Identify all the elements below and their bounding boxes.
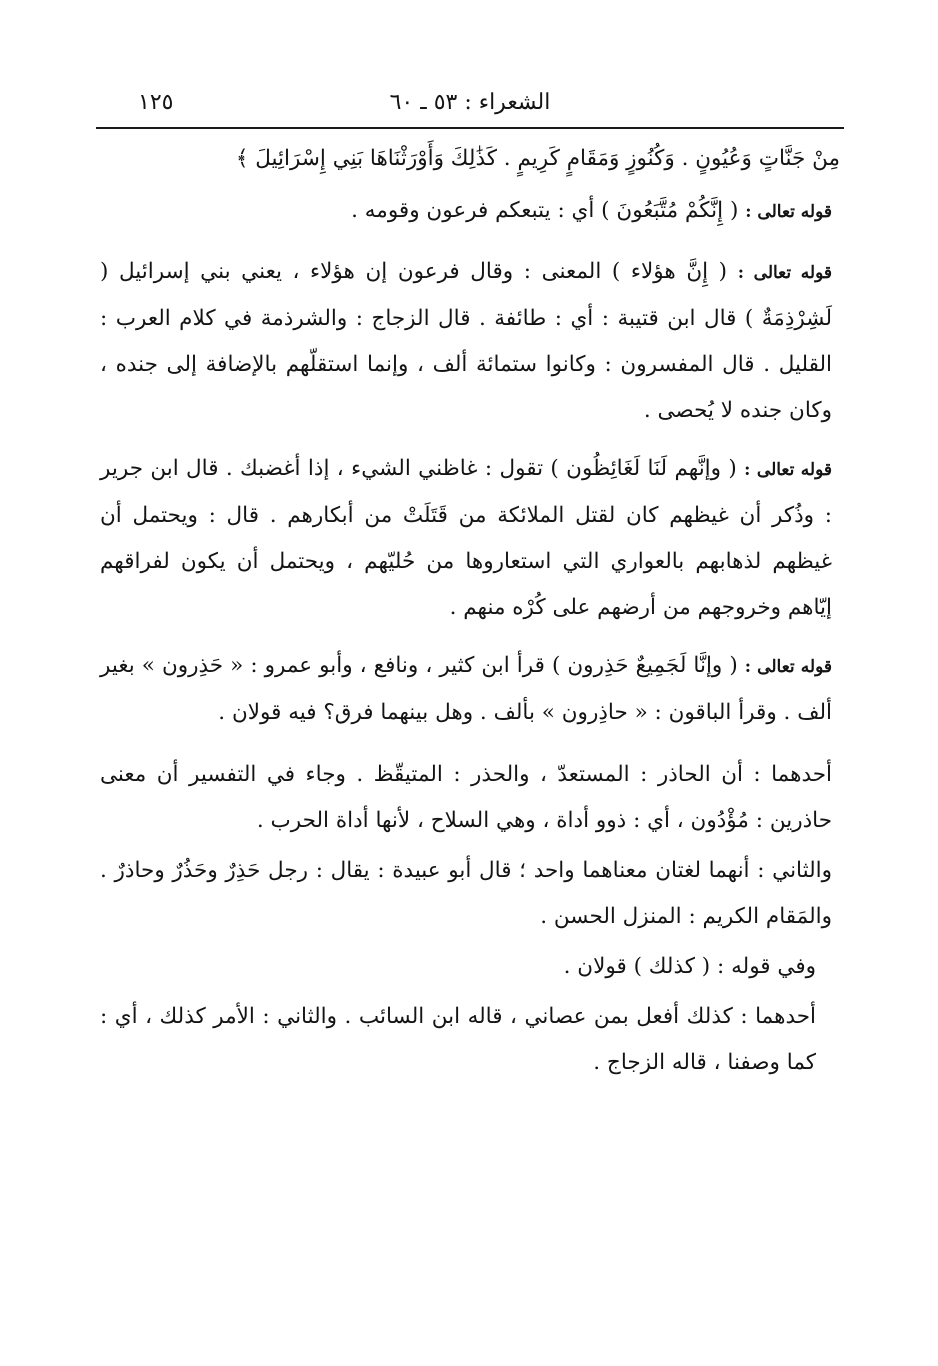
header-rule — [96, 127, 844, 129]
paragraph-commentary — [100, 446, 840, 631]
paragraph-text: أحدهما : كذلك أفعل بمن عصاني ، قاله ابن السائب . والثاني : الأمر كذلك ، أي : كما وصفنا ، قاله الزجاج . — [100, 1004, 816, 1075]
paragraph-text: ( إِنَّ هؤلاء ) المعنى : وقال فرعون إن هؤلاء ، يعني بني إسرائيل ( لَشِرْذِمَةٌ ) قال ابن قتيبة : أي : طائفة . قال الزجاج : والشرذمة في كلام العرب : القليل . قال المفسرون : وكانوا ستمائة ألف ، وإنما استقلّهم بالإضافة إلى جنده ، وكان جنده لا يُحصى . — [100, 259, 832, 423]
paragraph-text: ( وإنَّهم لَنَا لَغَائِظُون ) تقول : غاظني الشيء ، إذا أغضبك . قال ابن جرير : وذُكر أن غيظهم كان لقتل الملائكة من قَتَلَتْ من أبكارهم . قال : ويحتمل أن غيظهم لذهابهم بالعواري التي استعاروها من حُليّهم ، ويحتمل أن يكون لفراقهم إيّاهم وخروجهم من أرضهم على كُرْه منهم . — [100, 456, 832, 620]
paragraph-text: ( إِنَّكُمْ مُتَّبَعُونَ ) أي : يتبعكم فرعون وقومه . — [351, 198, 739, 223]
paragraph-text: وفي قوله : ( كذلك ) قولان . — [563, 954, 816, 979]
paragraph-text: والثاني : أنهما لغتان معناهما واحد ؛ قال أبو عبيدة : يقال : رجل حَذِرٌ وحَذُرٌ وحاذرٌ . والمَقام الكريم : المنزل الحسن . — [100, 858, 832, 929]
paragraph-lead: قوله تعالى : — [745, 202, 832, 222]
paragraph-text: أحدهما : أن الحاذر : المستعدّ ، والحذر : المتيقّظ . وجاء في التفسير أن معنى حاذرين : مُؤْدُون ، أي : ذوو أداة ، وهي السلاح ، لأنها أداة الحرب . — [100, 762, 832, 833]
paragraph-commentary — [100, 944, 840, 990]
paragraph-lead: قوله تعالى : — [737, 263, 832, 283]
paragraph-commentary — [100, 752, 840, 844]
paragraph-lead: قوله تعالى : — [744, 460, 833, 480]
paragraph-commentary — [100, 188, 840, 235]
paragraph-commentary — [100, 643, 840, 736]
paragraph-lead: قوله تعالى : — [744, 657, 832, 677]
page-header — [100, 84, 840, 124]
paragraph-commentary — [100, 249, 840, 434]
paragraph-text: مِنْ جَنَّاتٍ وَعُيُونٍ . وَكُنُوزٍ وَمَقَامٍ كَرِيمٍ . كَذَٰلِكَ وَأَوْرَثْنَاهَا بَنِي إِسْرَائِيلَ ﴾ — [235, 146, 840, 171]
paragraph-commentary — [100, 848, 840, 940]
paragraph-text: ( وإنَّا لَجَمِيعٌ حَذِرون ) قرأ ابن كثير ، ونافع ، وأبو عمرو : « حَذِرون » بغير ألف . وقرأ الباقون : « حاذِرون » بألف . وهل بينهما فرق؟ فيه قولان . — [100, 653, 832, 725]
paragraph-commentary — [100, 994, 840, 1086]
paragraph-verse — [100, 136, 840, 182]
running-head: الشعراء : ٥٣ ـ ٦٠ — [389, 90, 551, 115]
page-number: ١٢٥ — [138, 90, 174, 115]
page-body — [100, 136, 840, 1086]
